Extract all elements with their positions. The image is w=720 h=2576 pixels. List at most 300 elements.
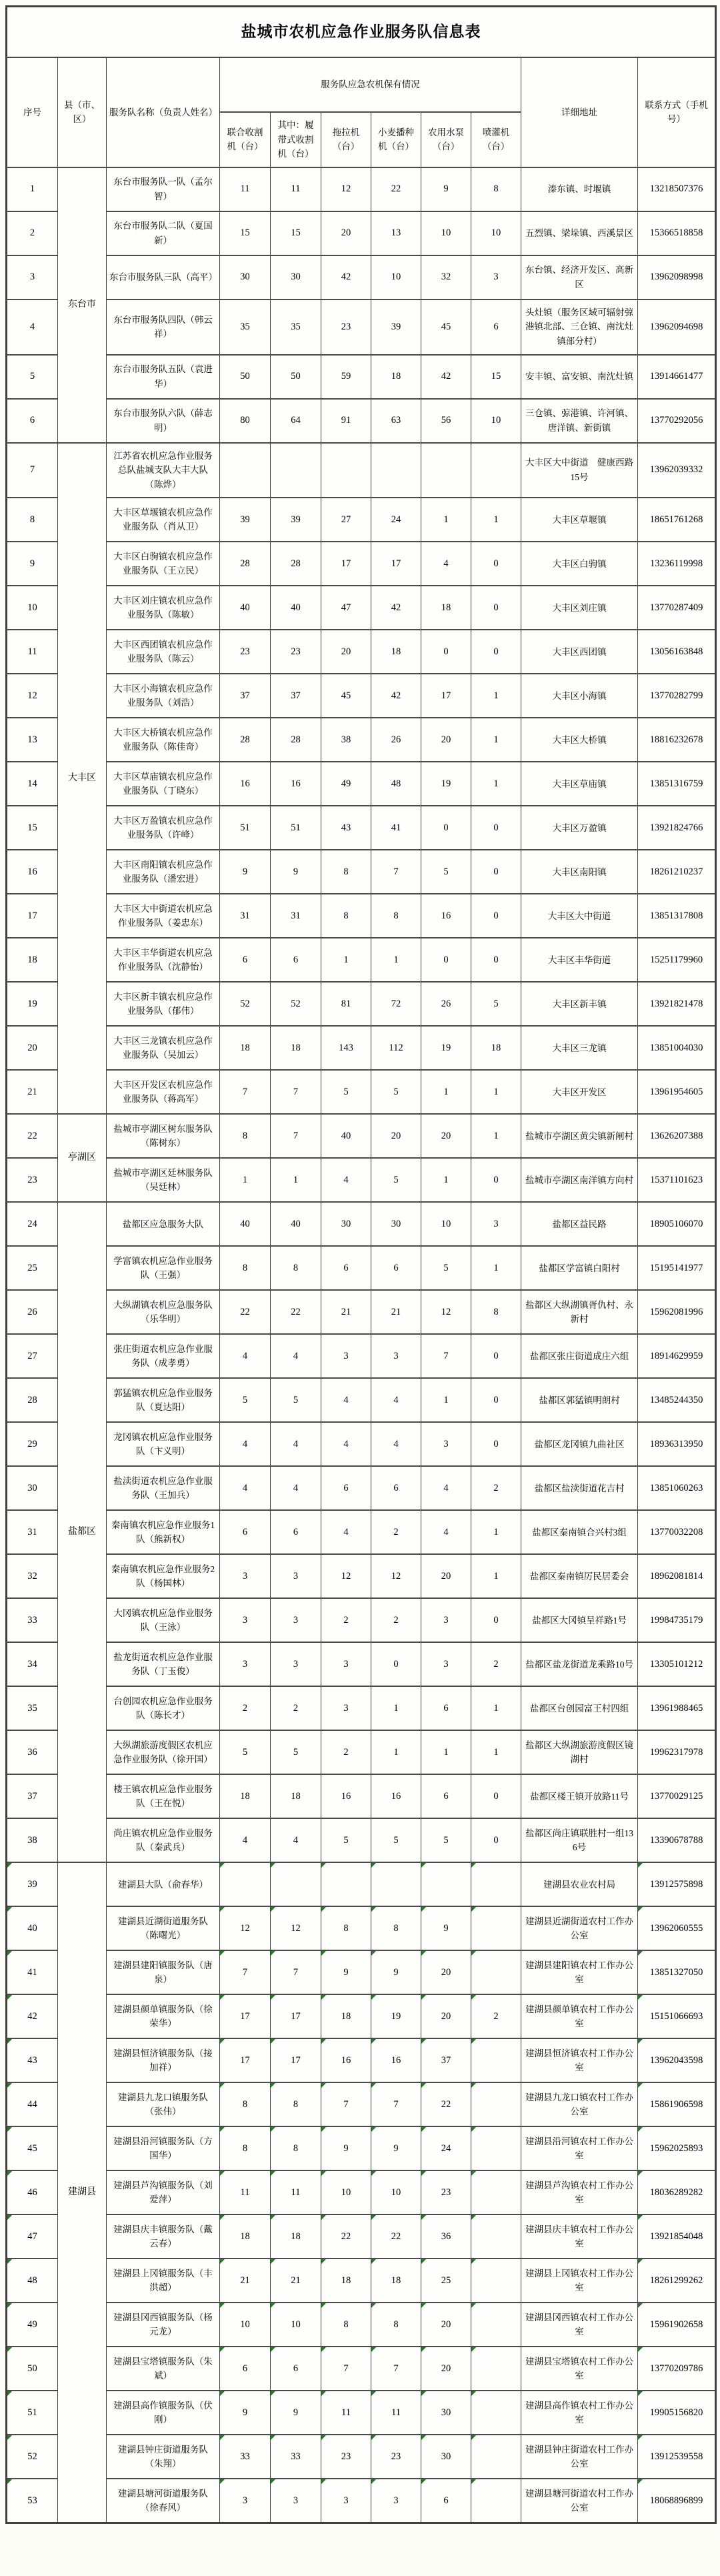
- header-row-1: [7, 57, 716, 112]
- machine-count-cell: 37: [220, 674, 271, 718]
- row-seq-cell: 43: [7, 2038, 58, 2082]
- machine-count-cell: 56: [421, 399, 471, 443]
- machine-count-cell: 4: [421, 1466, 471, 1510]
- machine-count-cell: 4: [271, 1334, 321, 1378]
- machine-count-cell: 18: [271, 1026, 321, 1070]
- address-cell: 建湖县建阳镇农村工作办公室: [521, 1950, 638, 1994]
- row-seq-cell: 16: [7, 850, 58, 894]
- machine-count-cell: [220, 443, 271, 498]
- team-name-cell: 盐都区应急服务大队: [107, 1202, 220, 1246]
- machine-count-cell: 9: [220, 2391, 271, 2435]
- row-seq-cell: 22: [7, 1114, 58, 1158]
- machine-count-cell: 12: [321, 167, 371, 211]
- machine-count-cell: 49: [321, 762, 371, 806]
- address-cell: 大丰区开发区: [521, 1070, 638, 1114]
- machine-count-cell: 5: [371, 1070, 421, 1114]
- machine-count-cell: 40: [271, 1202, 321, 1246]
- machine-count-cell: 11: [321, 2391, 371, 2435]
- machine-count-cell: 21: [220, 2259, 271, 2303]
- address-cell: 安丰镇、富安镇、南沈灶镇: [521, 355, 638, 399]
- machine-count-cell: 22: [371, 167, 421, 211]
- row-seq-cell: 33: [7, 1598, 58, 1642]
- machine-count-cell: 11: [220, 167, 271, 211]
- machine-count-cell: 10: [321, 2170, 371, 2214]
- address-cell: 建湖县塘河街道农村工作办公室: [521, 2479, 638, 2523]
- team-name-cell: 建湖县芦沟镇服务队（刘爱萍）: [107, 2170, 220, 2214]
- machine-count-cell: 17: [220, 1994, 271, 2038]
- machine-count-cell: [471, 2303, 521, 2347]
- address-cell: 盐都区大纵湖旅游度假区镜湖村: [521, 1730, 638, 1774]
- machine-count-cell: 25: [421, 2259, 471, 2303]
- row-seq-cell: 46: [7, 2170, 58, 2214]
- phone-cell: 13914661477: [638, 355, 716, 399]
- machine-count-cell: 5: [421, 850, 471, 894]
- col-header-county: 县（市、区）: [58, 57, 107, 167]
- team-name-cell: 大丰区刘庄镇农机应急作业服务队（陈敏）: [107, 586, 220, 630]
- machine-count-cell: 7: [271, 1114, 321, 1158]
- machine-count-cell: 63: [371, 399, 421, 443]
- phone-cell: 13851327050: [638, 1950, 716, 1994]
- machine-count-cell: 8: [321, 850, 371, 894]
- address-cell: 建湖县高作镇农村工作办公室: [521, 2391, 638, 2435]
- machine-count-cell: 18: [321, 1994, 371, 2038]
- machine-count-cell: [421, 443, 471, 498]
- team-name-cell: 建湖县大队（俞春华）: [107, 1862, 220, 1906]
- machine-count-cell: 17: [271, 1994, 321, 2038]
- machine-count-cell: 16: [371, 2038, 421, 2082]
- row-seq-cell: 8: [7, 498, 58, 542]
- address-cell: 盐都区张庄街道成庄六组: [521, 1334, 638, 1378]
- machine-count-cell: 0: [421, 630, 471, 674]
- machine-count-cell: 23: [321, 2435, 371, 2479]
- phone-cell: 13851004030: [638, 1026, 716, 1070]
- machine-count-cell: 20: [421, 1114, 471, 1158]
- team-name-cell: 盐城市亭湖区廷林服务队（吴廷林）: [107, 1158, 220, 1202]
- machine-count-cell: 16: [220, 762, 271, 806]
- machine-count-cell: 9: [271, 850, 321, 894]
- row-seq-cell: 51: [7, 2391, 58, 2435]
- col-header-tractor: 拖拉机（台）: [321, 112, 371, 167]
- row-seq-cell: 35: [7, 1686, 58, 1730]
- table-row: [7, 1510, 716, 1554]
- row-seq-cell: 44: [7, 2082, 58, 2126]
- machine-count-cell: 143: [321, 1026, 371, 1070]
- phone-cell: 18036289282: [638, 2170, 716, 2214]
- machine-count-cell: 1: [421, 1730, 471, 1774]
- machine-count-cell: [471, 1862, 521, 1906]
- machine-count-cell: 6: [220, 938, 271, 982]
- address-cell: 大丰区草庙镇: [521, 762, 638, 806]
- machine-count-cell: 9: [371, 2126, 421, 2170]
- machine-count-cell: 51: [271, 806, 321, 850]
- table-row: [7, 1554, 716, 1598]
- row-seq-cell: 53: [7, 2479, 58, 2523]
- table-row: [7, 850, 716, 894]
- machine-count-cell: 23: [321, 299, 371, 355]
- table-row: [7, 762, 716, 806]
- machine-count-cell: 45: [421, 299, 471, 355]
- team-name-cell: 张庄街道农机应急作业服务队（成孝勇）: [107, 1334, 220, 1378]
- machine-count-cell: 8: [371, 1906, 421, 1950]
- team-name-cell: 大丰区草堰镇农机应急作业服务队（肖从卫）: [107, 498, 220, 542]
- machine-count-cell: 0: [471, 1334, 521, 1378]
- row-seq-cell: 40: [7, 1906, 58, 1950]
- machine-count-cell: 18: [271, 1774, 321, 1818]
- row-seq-cell: 6: [7, 399, 58, 443]
- machine-count-cell: 21: [271, 2259, 321, 2303]
- machine-count-cell: 7: [371, 2347, 421, 2391]
- machine-count-cell: 6: [321, 1466, 371, 1510]
- machine-count-cell: 3: [220, 1554, 271, 1598]
- row-seq-cell: 36: [7, 1730, 58, 1774]
- table-row: [7, 2126, 716, 2170]
- table-body: [7, 167, 716, 2523]
- machine-count-cell: 20: [321, 211, 371, 255]
- address-cell: 盐都区大纵湖镇胥仇村、永新村: [521, 1290, 638, 1334]
- machine-count-cell: 41: [371, 806, 421, 850]
- machine-count-cell: [471, 2259, 521, 2303]
- table-row: [7, 1202, 716, 1246]
- machine-count-cell: 15: [471, 355, 521, 399]
- col-header-contact: 联系方式（手机号）: [638, 57, 716, 167]
- machine-count-cell: 16: [421, 894, 471, 938]
- machine-count-cell: 3: [471, 255, 521, 299]
- row-seq-cell: 4: [7, 299, 58, 355]
- col-header-machines-group: 服务队应急农机保有情况: [220, 57, 521, 112]
- spreadsheet: [5, 0, 715, 2529]
- col-header-seq: 序号: [7, 57, 58, 167]
- address-cell: 盐都区秦南镇厉民居委会: [521, 1554, 638, 1598]
- machine-count-cell: 7: [371, 2082, 421, 2126]
- machine-count-cell: 5: [371, 1818, 421, 1862]
- team-name-cell: 秦南镇农机应急作业服务1队（熊新权）: [107, 1510, 220, 1554]
- machine-count-cell: [321, 1862, 371, 1906]
- table-row: [7, 1730, 716, 1774]
- machine-count-cell: 6: [421, 2479, 471, 2523]
- team-name-cell: 建湖县建阳镇服务队（唐泉）: [107, 1950, 220, 1994]
- team-name-cell: 盐渎街道农机应急作业服务队（王加兵）: [107, 1466, 220, 1510]
- machine-count-cell: 3: [321, 2479, 371, 2523]
- phone-cell: 13770287409: [638, 586, 716, 630]
- address-cell: 大丰区白驹镇: [521, 542, 638, 586]
- machine-count-cell: 18: [321, 2259, 371, 2303]
- machine-count-cell: 0: [371, 1642, 421, 1686]
- phone-cell: 15251179960: [638, 938, 716, 982]
- team-name-cell: 盐龙街道农机应急作业服务队（丁玉俊）: [107, 1642, 220, 1686]
- machine-count-cell: 17: [371, 542, 421, 586]
- machine-count-cell: 9: [371, 1950, 421, 1994]
- machine-count-cell: 28: [271, 542, 321, 586]
- machine-count-cell: 2: [471, 1466, 521, 1510]
- machine-count-cell: 20: [421, 1554, 471, 1598]
- machine-count-cell: 4: [271, 1818, 321, 1862]
- machine-count-cell: 6: [271, 1510, 321, 1554]
- table-row: [7, 2391, 716, 2435]
- team-name-cell: 东台市服务队五队（袁进华）: [107, 355, 220, 399]
- machine-count-cell: 20: [321, 630, 371, 674]
- address-cell: 盐都区台创园富王村四组: [521, 1686, 638, 1730]
- row-seq-cell: 41: [7, 1950, 58, 1994]
- row-seq-cell: 3: [7, 255, 58, 299]
- machine-count-cell: [471, 1950, 521, 1994]
- phone-cell: 13912575898: [638, 1862, 716, 1906]
- machine-count-cell: 4: [220, 1818, 271, 1862]
- phone-cell: 18936313950: [638, 1422, 716, 1466]
- machine-count-cell: 20: [421, 2303, 471, 2347]
- machine-count-cell: 35: [271, 299, 321, 355]
- machine-count-cell: [371, 443, 421, 498]
- machine-count-cell: 1: [421, 1158, 471, 1202]
- phone-cell: 15961902658: [638, 2303, 716, 2347]
- machine-count-cell: 7: [371, 850, 421, 894]
- machine-count-cell: 5: [421, 1818, 471, 1862]
- phone-cell: 18261299262: [638, 2259, 716, 2303]
- table-row: [7, 2082, 716, 2126]
- machine-count-cell: 12: [321, 1554, 371, 1598]
- team-name-cell: 建湖县九龙口镇服务队（张伟）: [107, 2082, 220, 2126]
- machine-count-cell: 7: [220, 1950, 271, 1994]
- address-cell: 建湖县恒济镇农村工作办公室: [521, 2038, 638, 2082]
- col-header-address: 详细地址: [521, 57, 638, 167]
- phone-cell: 13626207388: [638, 1114, 716, 1158]
- machine-count-cell: 4: [421, 542, 471, 586]
- machine-count-cell: 1: [471, 1114, 521, 1158]
- team-name-cell: 东台市服务队一队（孟尔智）: [107, 167, 220, 211]
- machine-count-cell: 0: [471, 1774, 521, 1818]
- machine-count-cell: 0: [471, 1158, 521, 1202]
- table-row: [7, 1026, 716, 1070]
- machine-count-cell: 4: [321, 1158, 371, 1202]
- row-seq-cell: 17: [7, 894, 58, 938]
- machine-count-cell: 40: [271, 586, 321, 630]
- phone-cell: 18261210237: [638, 850, 716, 894]
- address-cell: 建湖县庆丰镇农村工作办公室: [521, 2214, 638, 2259]
- address-cell: 大丰区大桥镇: [521, 718, 638, 762]
- machine-count-cell: 3: [421, 1598, 471, 1642]
- machine-count-cell: 42: [371, 586, 421, 630]
- machine-count-cell: [471, 443, 521, 498]
- machine-count-cell: 1: [371, 1686, 421, 1730]
- phone-cell: 13218507376: [638, 167, 716, 211]
- col-header-combine-harvester: 联合收割机（台）: [220, 112, 271, 167]
- row-seq-cell: 14: [7, 762, 58, 806]
- table-row: [7, 1290, 716, 1334]
- address-cell: 建湖县宝塔镇农村工作办公室: [521, 2347, 638, 2391]
- machine-count-cell: 36: [421, 2214, 471, 2259]
- team-name-cell: 盐城市亭湖区树东服务队（陈树东）: [107, 1114, 220, 1158]
- machine-count-cell: 1: [421, 1070, 471, 1114]
- machine-count-cell: 27: [321, 498, 371, 542]
- table-row: [7, 630, 716, 674]
- row-seq-cell: 10: [7, 586, 58, 630]
- address-cell: 建湖县芦沟镇农村工作办公室: [521, 2170, 638, 2214]
- machine-count-cell: 30: [421, 2391, 471, 2435]
- row-seq-cell: 9: [7, 542, 58, 586]
- machine-count-cell: 11: [271, 167, 321, 211]
- address-cell: 大丰区刘庄镇: [521, 586, 638, 630]
- machine-count-cell: 0: [471, 850, 521, 894]
- phone-cell: 13770282799: [638, 674, 716, 718]
- phone-cell: 15962081996: [638, 1290, 716, 1334]
- machine-count-cell: 37: [271, 674, 321, 718]
- machine-count-cell: 3: [220, 2479, 271, 2523]
- machine-count-cell: 3: [321, 1642, 371, 1686]
- row-seq-cell: 15: [7, 806, 58, 850]
- team-name-cell: 建湖县庆丰镇服务队（戴云春）: [107, 2214, 220, 2259]
- phone-cell: 13962039332: [638, 443, 716, 498]
- machine-count-cell: 19: [421, 762, 471, 806]
- machine-count-cell: 4: [271, 1422, 321, 1466]
- machine-count-cell: 5: [321, 1070, 371, 1114]
- machine-count-cell: 3: [321, 1334, 371, 1378]
- col-header-wheat-seeder: 小麦播种机（台）: [371, 112, 421, 167]
- phone-cell: 19905156820: [638, 2391, 716, 2435]
- machine-count-cell: 5: [271, 1378, 321, 1422]
- machine-count-cell: 0: [471, 1422, 521, 1466]
- machine-count-cell: 2: [371, 1510, 421, 1554]
- county-cell: 大丰区: [58, 443, 107, 1115]
- machine-count-cell: 8: [321, 1906, 371, 1950]
- machine-count-cell: 1: [471, 1554, 521, 1598]
- address-cell: 建湖县颜单镇农村工作办公室: [521, 1994, 638, 2038]
- machine-count-cell: 18: [371, 630, 421, 674]
- row-seq-cell: 11: [7, 630, 58, 674]
- machine-count-cell: 23: [220, 630, 271, 674]
- machine-count-cell: 12: [271, 1906, 321, 1950]
- row-seq-cell: 38: [7, 1818, 58, 1862]
- address-cell: 大丰区大中街道 健康西路15号: [521, 443, 638, 498]
- address-cell: 东台镇、经济开发区、高新区: [521, 255, 638, 299]
- table-row: [7, 2303, 716, 2347]
- machine-count-cell: 39: [220, 498, 271, 542]
- machine-count-cell: 10: [471, 399, 521, 443]
- table-row: [7, 2259, 716, 2303]
- row-seq-cell: 27: [7, 1334, 58, 1378]
- table-row: [7, 1466, 716, 1510]
- machine-count-cell: 12: [371, 1554, 421, 1598]
- row-seq-cell: 5: [7, 355, 58, 399]
- table-row: [7, 1334, 716, 1378]
- machine-count-cell: 6: [421, 1774, 471, 1818]
- machine-count-cell: 26: [371, 718, 421, 762]
- address-cell: 大丰区万盈镇: [521, 806, 638, 850]
- machine-count-cell: 20: [421, 1950, 471, 1994]
- machine-count-cell: 0: [471, 1818, 521, 1862]
- table-row: [7, 2435, 716, 2479]
- machine-count-cell: 64: [271, 399, 321, 443]
- table-row: [7, 299, 716, 355]
- row-seq-cell: 18: [7, 938, 58, 982]
- machine-count-cell: 7: [421, 1334, 471, 1378]
- machine-count-cell: [471, 2435, 521, 2479]
- address-cell: 建湖县沿河镇农村工作办公室: [521, 2126, 638, 2170]
- table-row: [7, 2347, 716, 2391]
- row-seq-cell: 42: [7, 1994, 58, 2038]
- machine-count-cell: 11: [271, 2170, 321, 2214]
- col-header-sprinkler: 喷灌机（台）: [471, 112, 521, 167]
- team-name-cell: 大丰区小海镇农机应急作业服务队（刘浩）: [107, 674, 220, 718]
- machine-count-cell: [271, 1862, 321, 1906]
- table-row: [7, 982, 716, 1026]
- machine-count-cell: 28: [220, 542, 271, 586]
- machine-count-cell: 18: [220, 2214, 271, 2259]
- address-cell: 盐都区大冈镇呈祥路1号: [521, 1598, 638, 1642]
- machine-count-cell: 17: [220, 2038, 271, 2082]
- machine-count-cell: 4: [371, 1422, 421, 1466]
- machine-count-cell: 19: [371, 1994, 421, 2038]
- county-cell: 建湖县: [58, 1862, 107, 2523]
- phone-cell: 15366518858: [638, 211, 716, 255]
- table-row: [7, 806, 716, 850]
- address-cell: 建湖县钟庄街道农村工作办公室: [521, 2435, 638, 2479]
- team-name-cell: 大丰区大中街道农机应急作业服务队（姜忠东）: [107, 894, 220, 938]
- team-name-cell: 大丰区开发区农机应急作业服务队（蒋高军）: [107, 1070, 220, 1114]
- team-name-cell: 建湖县冈西镇服务队（杨元龙）: [107, 2303, 220, 2347]
- address-cell: 盐都区楼王镇开放路11号: [521, 1774, 638, 1818]
- phone-cell: 13770209786: [638, 2347, 716, 2391]
- row-seq-cell: 37: [7, 1774, 58, 1818]
- machine-count-cell: 4: [220, 1422, 271, 1466]
- machine-count-cell: 13: [371, 211, 421, 255]
- machine-count-cell: 3: [471, 1202, 521, 1246]
- phone-cell: 15962025893: [638, 2126, 716, 2170]
- machine-count-cell: 30: [371, 1202, 421, 1246]
- machine-count-cell: 2: [371, 1598, 421, 1642]
- team-name-cell: 大丰区南阳镇农机应急作业服务队（潘宏进）: [107, 850, 220, 894]
- team-name-cell: 建湖县宝塔镇服务队（朱斌）: [107, 2347, 220, 2391]
- machine-count-cell: 112: [371, 1026, 421, 1070]
- machine-count-cell: 3: [421, 1642, 471, 1686]
- row-seq-cell: 26: [7, 1290, 58, 1334]
- machine-count-cell: 2: [321, 1598, 371, 1642]
- machine-count-cell: 7: [271, 1070, 321, 1114]
- table-row: [7, 1158, 716, 1202]
- machine-count-cell: 81: [321, 982, 371, 1026]
- machine-count-cell: [421, 1862, 471, 1906]
- address-cell: 大丰区新丰镇: [521, 982, 638, 1026]
- machine-count-cell: 1: [421, 1378, 471, 1422]
- phone-cell: 13962043598: [638, 2038, 716, 2082]
- machine-count-cell: 50: [220, 355, 271, 399]
- address-cell: 三仓镇、弶港镇、许河镇、唐洋镇、新街镇: [521, 399, 638, 443]
- phone-cell: 13390678788: [638, 1818, 716, 1862]
- row-seq-cell: 45: [7, 2126, 58, 2170]
- address-cell: 五烈镇、梁垛镇、西溪景区: [521, 211, 638, 255]
- machine-count-cell: 5: [321, 1818, 371, 1862]
- machine-count-cell: 40: [220, 1202, 271, 1246]
- machine-count-cell: 10: [371, 255, 421, 299]
- machine-count-cell: 10: [421, 1202, 471, 1246]
- machine-count-cell: 6: [321, 1246, 371, 1290]
- table-row: [7, 1994, 716, 2038]
- machine-count-cell: 1: [471, 1730, 521, 1774]
- machine-count-cell: 8: [220, 2082, 271, 2126]
- team-name-cell: 大丰区新丰镇农机应急作业服务队（郁伟）: [107, 982, 220, 1026]
- machine-count-cell: 8: [220, 1114, 271, 1158]
- team-name-cell: 秦南镇农机应急作业服务2队（杨国林）: [107, 1554, 220, 1598]
- machine-count-cell: 3: [271, 2479, 321, 2523]
- machine-count-cell: 3: [371, 2479, 421, 2523]
- table-row: [7, 1642, 716, 1686]
- team-name-cell: 建湖县近湖街道服务队（陈曙光）: [107, 1906, 220, 1950]
- row-seq-cell: 28: [7, 1378, 58, 1422]
- table-row: [7, 2479, 716, 2523]
- table-row: [7, 498, 716, 542]
- machine-count-cell: 1: [471, 718, 521, 762]
- machine-count-cell: 18: [471, 1026, 521, 1070]
- machine-count-cell: 52: [220, 982, 271, 1026]
- table-row: [7, 167, 716, 211]
